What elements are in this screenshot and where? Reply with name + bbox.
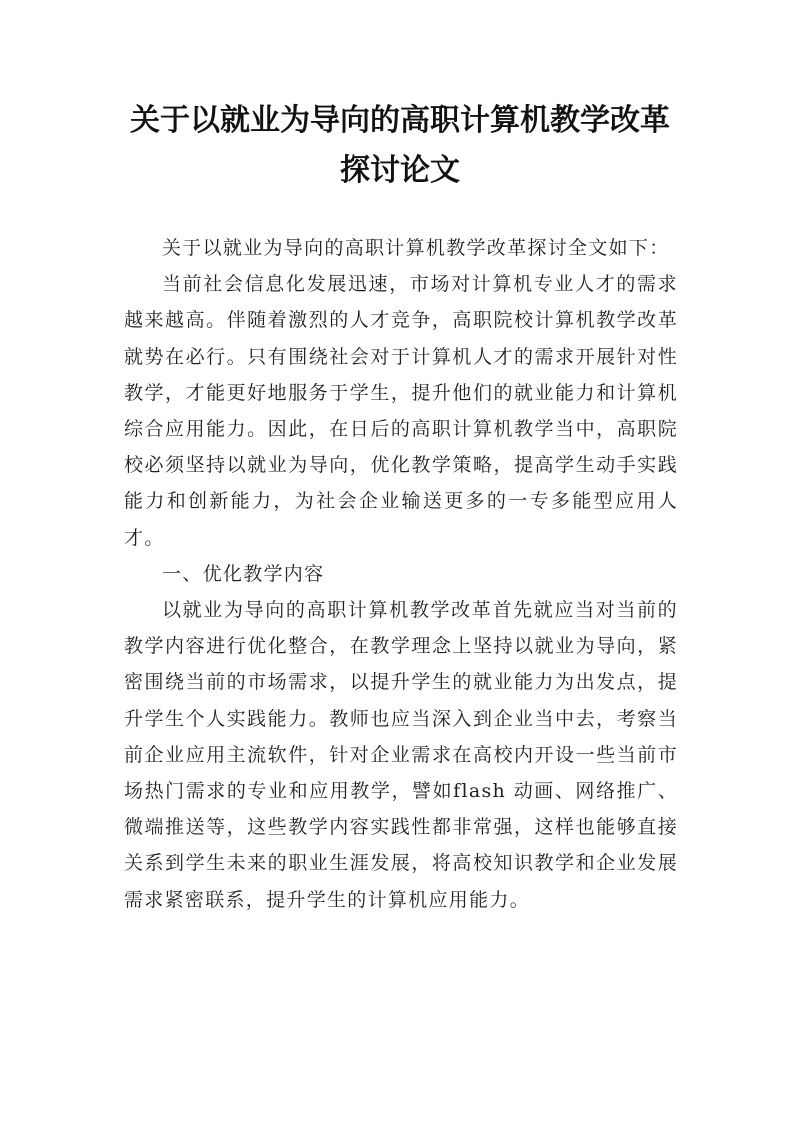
- title-line-1: 关于以就业为导向的高职计算机教学改革: [130, 103, 670, 138]
- background-paragraph: 当前社会信息化发展迅速，市场对计算机专业人才的需求越来越高。伴随着激烈的人才竞争，高职院校计算机教学改革就势在必行。只有围绕社会对于计算机人才的需求开展针对性教学，才能更好地服务于学生，提升他们的就业能力和计算机综合应用能力。因此，在日后的高职计算机教学当中，高职院校必须坚持以就业为导向，优化教学策略，提高学生动手实践能力和创新能力，为社会企业输送更多的一专多能型应用人才。: [124, 273, 678, 549]
- intro-paragraph: 关于以就业为导向的高职计算机教学改革探讨全文如下：: [162, 237, 670, 259]
- title-line-2: 探讨论文: [340, 153, 460, 188]
- document-title: [120, 96, 680, 196]
- section-heading: 一、优化教学内容: [162, 562, 325, 585]
- document-body: [124, 230, 678, 918]
- section-paragraph: 以就业为导向的高职计算机教学改革首先就应当对当前的教学内容进行优化整合，在教学理念上坚持以就业为导向，紧密围绕当前的市场需求，以提升学生的就业能力为出发点，提升学生个人实践能力。教师也应当深入到企业当中去，考察当前企业应用主流软件，针对企业需求在高校内开设一些当前市场热门需求的专业和应用教学，譬如flash 动画、网络推广、微端推送等，这些教学内容实践性都非常强，这样也能够直接关系到学生未来的职业生涯发展，将高校知识教学和企业发展需求紧密联系，提升学生的计算机应用能力。: [124, 599, 678, 911]
